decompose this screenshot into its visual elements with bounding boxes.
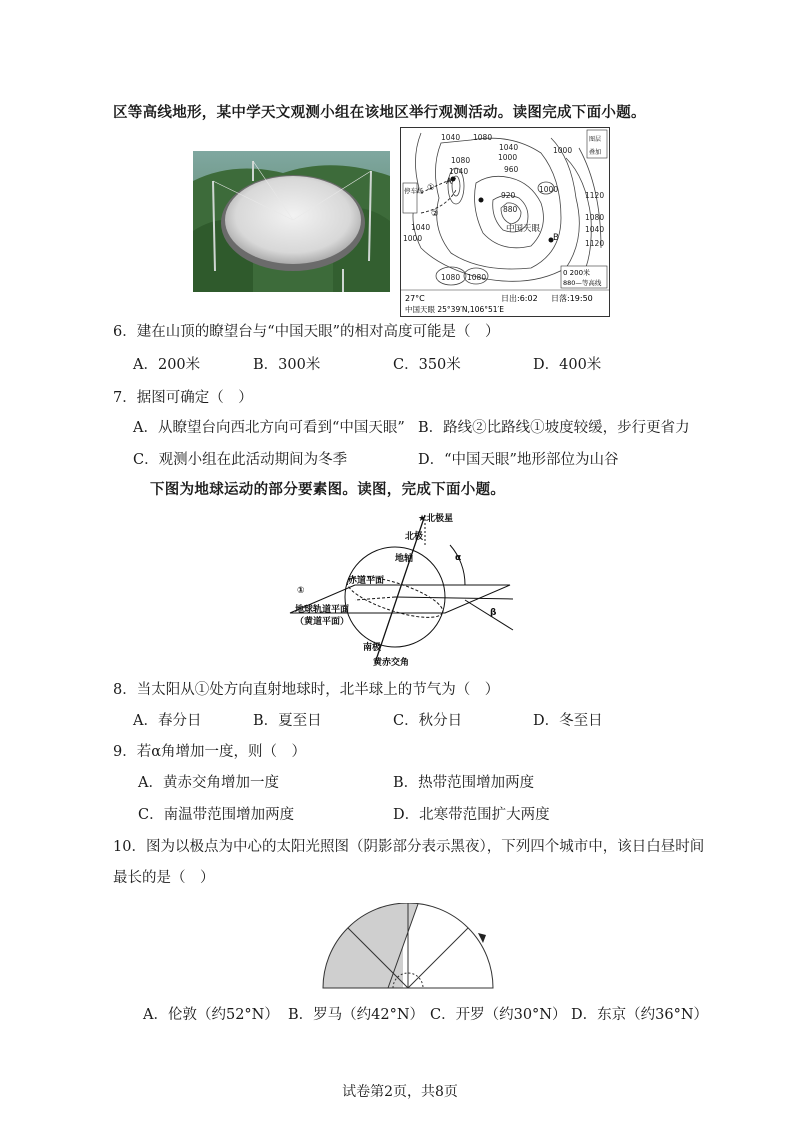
earth-motion-diagram [285,505,525,670]
q10-option-c[interactable]: C．开罗（约30°N） [430,1007,567,1023]
beta-label: β [490,608,497,618]
q8-stem: 8．当太阳从①处方向直射地球时，北半球上的节气为（ ） [113,682,500,698]
q6-option-c[interactable]: C．350米 [393,357,461,373]
contour-label: 1000 [403,234,423,243]
intro2-text: 下图为地球运动的部分要素图。读图，完成下面小题。 [150,481,506,498]
equator-label: 赤道平面 [348,576,385,586]
q6-option-b[interactable]: B．300米 [253,357,321,373]
fast-label: 中国天眼 [506,224,541,234]
scale-label: 0 200米 [563,269,591,277]
contour-label: 1040 [585,225,605,234]
sunset-label: 日落:19:50 [551,294,593,303]
ecliptic-label: （黄道平面） [295,617,350,627]
q8-option-c[interactable]: C．秋分日 [393,713,463,729]
contour-label: 1120 [585,191,605,200]
contour-label: 1080 [451,156,471,165]
contour-label: 1120 [585,239,605,248]
legend-layer-label: 图层 [589,136,602,143]
q9-option-a[interactable]: A．黄赤交角增加一度 [138,775,279,791]
contour-label: 1000 [553,146,573,155]
point-b-label: B [553,233,559,243]
q8-option-b[interactable]: B．夏至日 [253,713,322,729]
route-2-label: ② [431,209,439,219]
contour-map [400,127,610,317]
q10-option-d[interactable]: D．东京（约36°N） [571,1007,709,1023]
q9-option-d[interactable]: D．北寒带范围扩大两度 [393,807,550,823]
contour-label: 1040 [499,143,519,152]
q6-option-a[interactable]: A．200米 [133,357,201,373]
q7-stem: 7．据图可确定（ ） [113,390,253,406]
contour-label: 1040 [411,223,431,232]
contour-label: 1000 [498,153,518,162]
obliquity-label: 黄赤交角 [373,658,410,668]
q10-stem-line1: 10．图为以极点为中心的太阳光照图（阴影部分表示黑夜），下列四个城市中，该日白昼时间 [113,839,705,855]
sunrise-label: 日出:6:02 [501,294,538,303]
contour-label: 1000 [539,185,559,194]
q7-option-a[interactable]: A．从瞭望台向西北方向可看到“中国天眼” [133,420,405,436]
q6-stem: 6．建在山顶的瞭望台与“中国天眼”的相对高度可能是（ ） [113,324,500,340]
contour-label: 960 [504,165,519,174]
contour-legend-label: 880—等高线 [563,279,602,287]
contour-label: 1080 [585,213,605,222]
q6-option-d[interactable]: D．400米 [533,357,602,373]
marker-1-label: ① [297,586,305,596]
fast-telescope-photo [193,151,390,292]
intro-text: 区等高线地形，某中学天文观测小组在该地区举行观测活动。读图完成下面小题。 [113,104,646,121]
contour-label: 1080 [467,273,487,282]
legend-stack-label: 叠加 [589,149,602,156]
polar-sunlight-diagram [318,903,498,993]
q7-option-d[interactable]: D．“中国天眼”地形部位为山谷 [418,452,619,468]
contour-label: 920 [501,191,516,200]
north-pole-label: 北极 [405,532,424,542]
axis-label: 地轴 [395,554,414,564]
q10-option-b[interactable]: B．罗马（约42°N） [288,1007,425,1023]
q9-option-b[interactable]: B．热带范围增加两度 [393,775,535,791]
contour-label: 1080 [473,133,493,142]
q8-option-a[interactable]: A．春分日 [133,713,202,729]
parking-label: 停车场 [404,187,424,195]
q8-option-d[interactable]: D．冬至日 [533,713,603,729]
q7-option-b[interactable]: B．路线②比路线①坡度较缓，步行更省力 [418,420,690,436]
contour-label: 1040 [441,133,461,142]
contour-label: 1080 [441,273,461,282]
route-1-label: ① [427,183,435,193]
south-pole-label: 南极 [363,643,382,653]
q9-option-c[interactable]: C．南温带范围增加两度 [138,807,295,823]
q9-stem: 9．若α角增加一度，则（ ） [113,744,307,760]
contour-label: 880 [503,205,518,214]
coordinates-label: 中国天眼 25°39′N,106°51′E [405,305,504,314]
q10-option-a[interactable]: A．伦敦（约52°N） [143,1007,279,1023]
temperature-label: 27°C [405,294,425,303]
contour-label: 1040 [449,167,469,176]
q7-option-c[interactable]: C．观测小组在此活动期间为冬季 [133,452,348,468]
orbit-plane-label: 地球轨道平面 [295,605,350,615]
alpha-label: α [455,553,462,563]
page-footer: 试卷第2页，共8页 [342,1084,458,1100]
polaris-label: ★北极星 [418,514,454,524]
point-a-label: A [446,177,452,187]
q10-stem-line2: 最长的是（ ） [113,870,215,886]
